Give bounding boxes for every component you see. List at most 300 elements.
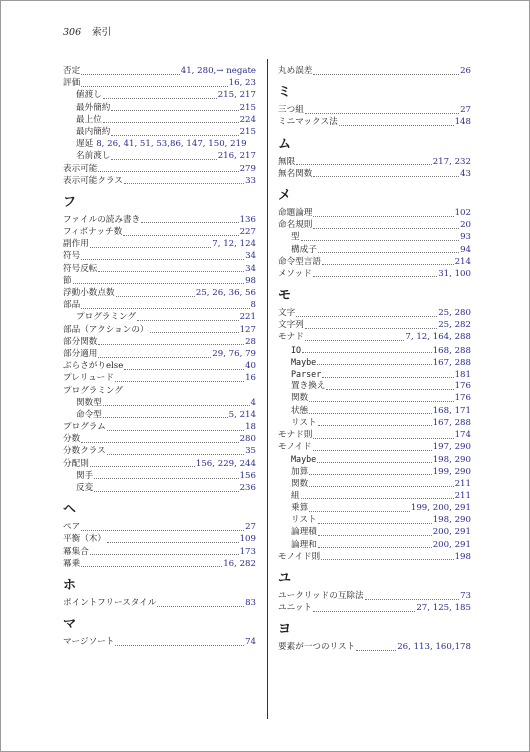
index-term: 否定 xyxy=(63,66,81,76)
index-entry xyxy=(278,331,471,343)
index-subentry xyxy=(278,514,471,526)
index-entry xyxy=(63,458,256,470)
index-subentry xyxy=(278,490,471,502)
section-heading: ホ xyxy=(63,577,77,593)
section-heading: メ xyxy=(278,187,292,203)
page-references[interactable]: 16, 282 xyxy=(223,558,256,569)
dot-leader xyxy=(321,551,453,560)
page-references[interactable]: 33 xyxy=(245,175,256,186)
dot-leader xyxy=(115,637,244,646)
index-subentry xyxy=(63,138,256,150)
page-references[interactable]: 4 xyxy=(250,397,256,408)
index-subentry xyxy=(63,114,256,126)
dot-leader xyxy=(90,546,239,555)
index-term: Maybe xyxy=(291,356,317,367)
dot-leader xyxy=(111,127,238,136)
dot-leader xyxy=(317,356,432,365)
page-references[interactable]: 181 xyxy=(454,370,471,380)
index-term: 論理和 xyxy=(291,539,317,550)
index-term: 副作用 xyxy=(63,239,89,250)
index-term: 評価 xyxy=(63,78,81,89)
index-term: モノイド xyxy=(278,442,312,453)
page-references[interactable]: 18 xyxy=(245,422,256,433)
page-references[interactable]: 211 xyxy=(454,490,471,501)
page-references[interactable]: 73 xyxy=(460,591,471,601)
dot-leader xyxy=(103,90,217,99)
index-entry xyxy=(278,307,471,319)
dot-leader xyxy=(313,442,432,451)
dot-leader xyxy=(318,417,432,426)
page-references[interactable]: 173 xyxy=(239,546,256,557)
index-entry xyxy=(63,521,256,533)
page-references[interactable]: 34 xyxy=(245,251,256,262)
dot-leader xyxy=(301,490,454,499)
page-references[interactable]: 156, 229, 244 xyxy=(195,458,256,469)
index-term: 最内簡約 xyxy=(76,126,111,137)
index-term: モナド則 xyxy=(278,429,313,440)
index-term: 分数 xyxy=(63,434,81,445)
index-term: 構成子 xyxy=(291,244,317,255)
dot-leader xyxy=(81,251,244,260)
index-term: 最上位 xyxy=(76,114,102,125)
index-entry xyxy=(63,226,256,238)
dot-leader xyxy=(365,591,459,600)
index-entry xyxy=(278,268,471,280)
page-references[interactable]: 40 xyxy=(245,361,256,372)
page-references[interactable]: 221 xyxy=(239,312,256,323)
index-term: 関手 xyxy=(76,470,94,481)
dot-leader xyxy=(81,300,249,309)
index-entry xyxy=(278,319,471,331)
page-references[interactable]: 200, 291 xyxy=(432,527,471,538)
index-entry xyxy=(63,324,256,336)
index-subentry xyxy=(63,470,256,482)
page-references[interactable]: 156 xyxy=(239,470,256,481)
index-term: IO xyxy=(291,344,302,355)
dot-leader xyxy=(313,268,438,277)
dot-leader xyxy=(313,208,453,217)
page-references[interactable]: 176 xyxy=(454,381,471,392)
page-references[interactable]: 94 xyxy=(460,244,471,255)
dot-leader xyxy=(305,332,405,341)
index-entry xyxy=(63,597,256,609)
index-entry xyxy=(278,441,471,453)
index-term: ポイントフリースタイル xyxy=(63,597,157,608)
page-references[interactable]: 216, 217 xyxy=(217,151,256,162)
index-entry xyxy=(63,299,256,311)
dot-leader xyxy=(318,515,432,524)
dot-leader xyxy=(301,232,459,241)
page-references[interactable]: 280 xyxy=(239,434,256,445)
section-heading: ユ xyxy=(278,571,292,586)
index-term: ユニット xyxy=(278,603,313,614)
index-subentry xyxy=(278,526,471,538)
dot-leader xyxy=(296,308,437,317)
index-term: ファイルの読み書き xyxy=(63,214,141,225)
page-references[interactable]: 211 xyxy=(454,478,471,489)
index-term: 三つ組 xyxy=(278,105,304,116)
dot-leader xyxy=(157,598,244,607)
index-entry xyxy=(63,336,256,348)
dot-leader xyxy=(318,244,459,253)
dot-leader xyxy=(107,446,244,455)
dot-leader xyxy=(309,405,432,414)
index-term: 冪乗 xyxy=(63,558,81,569)
page-references[interactable]: 198, 290 xyxy=(432,455,471,466)
index-term: リスト xyxy=(291,515,317,526)
index-entry xyxy=(63,558,256,570)
index-term: 部品 xyxy=(63,300,81,311)
page-references[interactable]: 168, 288 xyxy=(432,345,471,356)
page-references[interactable]: 236 xyxy=(239,483,256,493)
index-term: 命令型 xyxy=(76,409,102,420)
page-references[interactable]: 279 xyxy=(239,163,256,174)
index-subentry xyxy=(278,392,471,404)
page-references[interactable]: 27, 125, 185 xyxy=(416,603,471,614)
page-references[interactable]: 7, 12, 124 xyxy=(212,239,256,250)
index-entry xyxy=(278,116,471,128)
dot-leader xyxy=(141,214,238,223)
dot-leader xyxy=(296,156,432,165)
index-entry xyxy=(63,214,256,226)
index-term: 加算 xyxy=(291,466,309,477)
dot-leader xyxy=(103,397,250,406)
page-references[interactable]: 8, 26, 41, 51, 53,86, 147, 150, 219 xyxy=(96,139,247,150)
dot-leader xyxy=(123,227,238,236)
index-subentry xyxy=(278,368,471,380)
page-references[interactable]: 25, 282 xyxy=(438,320,471,331)
index-subentry xyxy=(63,126,256,138)
index-entry xyxy=(63,360,256,372)
index-entry xyxy=(63,238,256,250)
page-references[interactable]: 198 xyxy=(454,551,471,562)
index-subentry xyxy=(278,417,471,429)
dot-leader xyxy=(81,66,180,75)
index-term: フィボナッチ数 xyxy=(63,227,123,238)
page-references[interactable]: 148 xyxy=(454,117,471,128)
dot-leader xyxy=(111,102,238,111)
index-entry xyxy=(278,207,471,219)
page-references[interactable]: 34 xyxy=(245,263,256,274)
page-references[interactable]: 214 xyxy=(454,256,471,267)
dot-leader xyxy=(313,168,459,177)
page-references[interactable]: 31, 100 xyxy=(438,268,471,279)
index-term: ペア xyxy=(63,522,81,533)
running-header xyxy=(63,24,111,38)
index-entry xyxy=(278,641,471,653)
page-references[interactable]: 93 xyxy=(460,232,471,243)
page-references[interactable]: 168, 171 xyxy=(432,405,471,416)
index-subentry xyxy=(278,453,471,465)
section-heading: マ xyxy=(63,617,77,633)
dot-leader xyxy=(339,117,454,126)
index-subentry xyxy=(63,397,256,409)
index-term: 命題論理 xyxy=(278,207,313,218)
page-number: 306 xyxy=(63,27,82,38)
index-term: 関数 xyxy=(291,393,309,404)
page-references[interactable]: 215 xyxy=(239,126,256,137)
index-entry xyxy=(63,263,256,275)
dot-leader xyxy=(309,478,453,487)
index-subentry xyxy=(278,478,471,490)
page-references[interactable]: 26 xyxy=(460,66,471,76)
dot-leader xyxy=(313,66,459,75)
index-subentry xyxy=(278,380,471,392)
index-term: 遅延 xyxy=(76,139,94,150)
page-references[interactable]: 28 xyxy=(245,336,256,347)
index-term: 命名規則 xyxy=(278,220,313,231)
page-references[interactable]: 167, 288 xyxy=(432,417,471,428)
index-term: プログラミング xyxy=(63,385,123,396)
index-term: 組 xyxy=(291,490,300,501)
page-references[interactable]: 198, 290 xyxy=(432,515,471,526)
index-subentry xyxy=(63,150,256,162)
page-references[interactable]: 224 xyxy=(239,114,256,125)
dot-leader xyxy=(98,336,244,345)
index-term: ユークリッドの互除法 xyxy=(278,591,364,601)
page-references[interactable]: 29, 76, 79 xyxy=(212,348,256,359)
index-term: 表示可能 xyxy=(63,163,98,174)
dot-leader xyxy=(124,175,244,184)
dot-leader xyxy=(137,312,239,321)
index-entry xyxy=(278,156,471,168)
dot-leader xyxy=(124,361,244,370)
index-term: ミニマックス法 xyxy=(278,117,338,128)
dot-leader xyxy=(94,483,238,492)
dot-leader xyxy=(90,458,195,467)
index-term: プログラム xyxy=(63,422,106,433)
index-term: 論理積 xyxy=(291,527,317,538)
dot-leader xyxy=(322,256,454,265)
page-references[interactable]: 227 xyxy=(239,227,256,238)
index-subentry xyxy=(63,102,256,114)
page-references[interactable]: 35 xyxy=(245,446,256,457)
dot-leader xyxy=(309,466,432,475)
index-term: 平衡（木） xyxy=(63,534,106,545)
index-term: 丸め誤差 xyxy=(278,66,313,76)
dot-leader xyxy=(107,534,239,543)
dot-leader xyxy=(305,105,459,114)
page-references[interactable]: 26, 113, 160,178 xyxy=(397,642,471,653)
index-entry xyxy=(278,590,471,602)
page-references[interactable]: 41, 280,→ negate xyxy=(180,66,256,76)
index-entry xyxy=(63,175,256,187)
index-entry xyxy=(278,256,471,268)
page-references[interactable]: 215, 217 xyxy=(217,90,256,101)
page-references[interactable]: 74 xyxy=(245,637,256,648)
page-references[interactable]: 27 xyxy=(460,105,471,116)
index-entry xyxy=(63,275,256,287)
index-entry xyxy=(63,372,256,384)
index-term: 冪集合 xyxy=(63,546,89,557)
dot-leader xyxy=(318,527,432,536)
dot-leader xyxy=(309,503,410,512)
index-entry xyxy=(278,168,471,180)
page-references[interactable]: 5, 214 xyxy=(228,409,256,420)
index-term: 符号反転 xyxy=(63,263,98,274)
dot-leader xyxy=(73,275,244,284)
dot-leader xyxy=(326,381,453,390)
index-term: プログラミング xyxy=(76,312,136,323)
index-subentry xyxy=(63,482,256,494)
index-subentry xyxy=(278,502,471,514)
index-subentry xyxy=(63,409,256,421)
dot-leader xyxy=(98,163,238,172)
page-references[interactable]: 127 xyxy=(239,324,256,335)
page-references[interactable]: 136 xyxy=(239,214,256,225)
page-references[interactable]: 217, 232 xyxy=(432,156,471,167)
page-references[interactable]: 199, 200, 291 xyxy=(410,503,471,514)
page-references[interactable]: 20 xyxy=(460,220,471,231)
index-term: 置き換え xyxy=(291,381,326,392)
index-term: 関数 xyxy=(291,478,309,489)
index-entry xyxy=(278,65,471,77)
dot-leader xyxy=(81,78,227,87)
index-subentry xyxy=(278,405,471,417)
index-subentry xyxy=(63,311,256,323)
section-heading: モ xyxy=(278,288,292,304)
header-title: 索引 xyxy=(92,27,112,38)
index-term: 状態 xyxy=(291,405,309,416)
section-heading: ム xyxy=(278,136,292,152)
dot-leader xyxy=(81,522,244,531)
index-term: 分数クラス xyxy=(63,446,106,457)
index-entry xyxy=(63,163,256,175)
index-entry xyxy=(278,602,471,614)
index-column-right xyxy=(278,65,471,654)
page-references[interactable]: 199, 290 xyxy=(432,466,471,477)
dot-leader xyxy=(317,454,432,463)
index-entry xyxy=(63,636,256,648)
index-subentry xyxy=(278,539,471,551)
index-entry xyxy=(63,546,256,558)
dot-leader xyxy=(94,470,238,479)
dot-leader xyxy=(309,393,453,402)
page-references[interactable]: 16, 23 xyxy=(228,78,256,89)
section-heading: フ xyxy=(63,194,77,210)
index-term: 部分適用 xyxy=(63,348,98,359)
section-heading: ヘ xyxy=(63,502,77,518)
page-references[interactable]: 16 xyxy=(245,373,256,384)
index-term: 型 xyxy=(291,232,300,243)
dot-leader xyxy=(115,373,244,382)
index-entry xyxy=(278,551,471,563)
section-heading: ミ xyxy=(278,85,292,101)
index-subentry xyxy=(278,231,471,243)
index-term: リスト xyxy=(291,417,317,428)
index-entry xyxy=(63,77,256,89)
dot-leader xyxy=(313,430,453,439)
index-term: 文字 xyxy=(278,308,296,319)
dot-leader xyxy=(103,114,239,123)
index-entry xyxy=(63,385,256,397)
page-references[interactable]: 167, 288 xyxy=(432,357,471,368)
page-references[interactable]: 200, 291 xyxy=(432,539,471,550)
dot-leader xyxy=(116,288,195,297)
section-heading: ヨ xyxy=(278,622,292,638)
index-term: 部品（アクションの） xyxy=(63,324,149,335)
index-term: モナド xyxy=(278,332,304,343)
page-references[interactable]: 176 xyxy=(454,393,471,404)
index-term: 無限 xyxy=(278,156,296,167)
index-term: 関数型 xyxy=(76,397,102,408)
index-term: メソッド xyxy=(278,268,312,279)
index-entry xyxy=(278,219,471,231)
dot-leader xyxy=(98,263,244,272)
column-divider xyxy=(267,59,268,719)
index-term: 部分関数 xyxy=(63,336,98,347)
index-entry xyxy=(63,287,256,299)
index-term: 反変 xyxy=(76,483,94,493)
index-entry xyxy=(63,445,256,457)
page-references[interactable]: 215 xyxy=(239,102,256,113)
index-term: 要素が一つのリスト xyxy=(278,642,356,653)
index-column-left xyxy=(63,65,256,648)
dot-leader xyxy=(150,324,239,333)
index-entry xyxy=(278,429,471,441)
index-term: 分配則 xyxy=(63,458,89,469)
index-subentry xyxy=(278,244,471,256)
page-references[interactable]: 7, 12, 164, 288 xyxy=(405,332,471,343)
index-term: ぶらさがりelse xyxy=(63,361,124,372)
page-references[interactable]: 98 xyxy=(245,275,256,286)
page-references[interactable]: 83 xyxy=(245,597,256,608)
dot-leader xyxy=(318,539,432,548)
index-term: 最外簡約 xyxy=(76,102,111,113)
page-references[interactable]: 174 xyxy=(454,429,471,440)
page-references[interactable]: 197, 290 xyxy=(432,442,471,453)
dot-leader xyxy=(103,409,228,418)
page-references[interactable]: 109 xyxy=(239,534,256,545)
index-entry xyxy=(63,250,256,262)
dot-leader xyxy=(313,603,415,612)
dot-leader xyxy=(98,349,211,358)
dot-leader xyxy=(111,151,216,160)
index-subentry xyxy=(278,344,471,356)
index-entry xyxy=(63,65,256,77)
index-term: Maybe xyxy=(291,454,317,465)
index-term: Parser xyxy=(291,369,322,379)
index-term: モノイド則 xyxy=(278,551,321,562)
index-term: 乗算 xyxy=(291,503,309,514)
index-term: 値渡し xyxy=(76,90,102,101)
page-references[interactable]: 102 xyxy=(454,207,471,218)
index-subentry xyxy=(278,466,471,478)
index-term: プレリュード xyxy=(63,373,114,384)
index-term: 名前渡し xyxy=(76,151,111,162)
index-subentry xyxy=(278,356,471,368)
dot-leader xyxy=(81,558,222,567)
index-term: 無名関数 xyxy=(278,168,313,179)
page-references[interactable]: 27 xyxy=(245,522,256,533)
index-entry xyxy=(63,421,256,433)
page-references[interactable]: 25, 26, 36, 56 xyxy=(195,288,256,298)
index-entry xyxy=(63,433,256,445)
index-term: 節 xyxy=(63,275,72,286)
index-term: 表示可能クラス xyxy=(63,175,123,186)
index-subentry xyxy=(63,89,256,101)
page-references[interactable]: 8 xyxy=(250,300,256,311)
index-term: 文字列 xyxy=(278,320,304,331)
index-entry xyxy=(63,533,256,545)
page-references[interactable]: 43 xyxy=(460,168,471,179)
dot-leader xyxy=(313,220,459,229)
dot-leader xyxy=(322,369,453,378)
dot-leader xyxy=(90,239,211,248)
page-references[interactable]: 25, 280 xyxy=(438,308,471,319)
index-term: 浮動小数点数 xyxy=(63,288,115,298)
index-term: 符号 xyxy=(63,251,81,262)
